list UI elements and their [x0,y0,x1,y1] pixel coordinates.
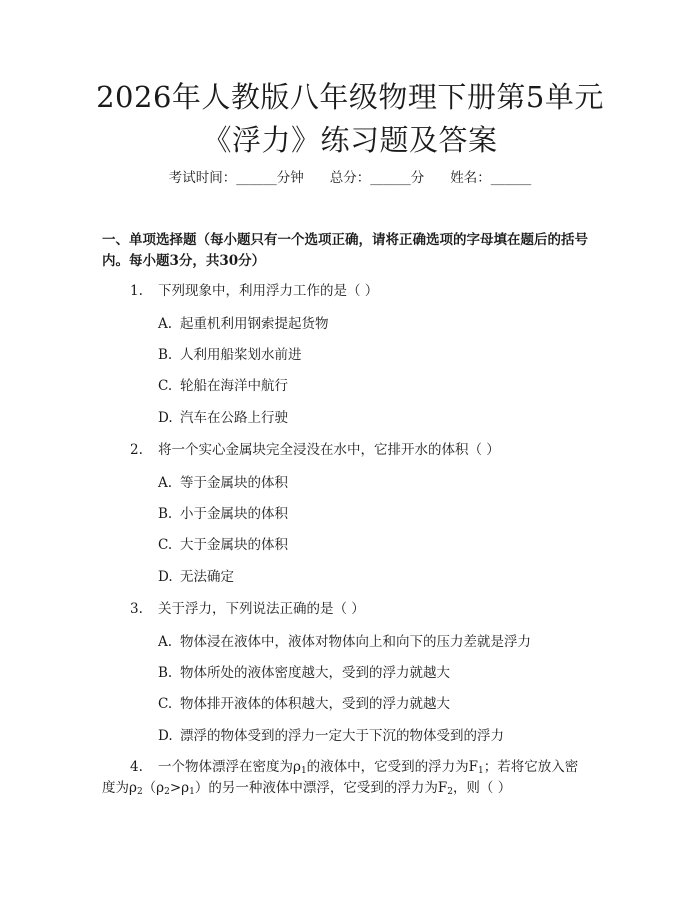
section-heading: 一、单项选择题（每小题只有一个选项正确，请将正确选项的字母填在题后的括号内。每小题3分，共30分） [102,232,588,269]
option-text: 无法确定 [180,569,234,585]
question-number: 2. [130,442,143,458]
question-text: ，则（ ） [452,780,512,796]
subscript: 1 [478,766,484,776]
option-text: 等于金属块的体积 [180,475,288,491]
option-text: 物体排开液体的体积越大，受到的浮力就越大 [180,696,450,712]
option-text: 物体所处的液体密度越大，受到的浮力就越大 [180,665,450,681]
option-letter: B. [158,506,173,522]
question-2 [130,440,500,460]
question-number: 3. [130,601,143,617]
option-letter: B. [158,665,173,681]
question-4 [102,757,602,799]
subscript: 2 [136,787,143,797]
subscript: 1 [189,787,195,797]
option-text: 小于金属块的体积 [180,506,288,522]
option-letter: B. [158,347,173,363]
option-text: 轮船在海洋中航行 [180,378,288,394]
question-4-line-1 [102,757,602,778]
option-3b [158,663,450,683]
subscript: 1 [300,766,307,776]
option-text: 汽车在公路上行驶 [180,410,288,426]
option-text: 人利用船桨划水前进 [180,347,302,363]
subscript: 2 [164,787,170,797]
question-number: 1. [130,283,143,299]
student-name-field: 姓名：______ [450,170,532,186]
question-text: >ρ [169,780,190,796]
subscript: 2 [447,787,453,797]
option-text: 大于金属块的体积 [180,537,288,553]
question-stem: 将一个实心金属块完全浸没在水中，它排开水的体积（ ） [158,442,500,458]
question-3 [130,599,365,619]
question-stem: 下列现象中，利用浮力工作的是（ ） [158,283,379,299]
option-1d [158,408,288,428]
option-letter: A. [158,634,173,650]
option-2d [158,567,234,587]
option-3a [158,632,531,652]
option-letter: A. [158,475,173,491]
option-text: 物体浸在液体中，液体对物体向上和向下的压力差就是浮力 [180,634,531,650]
option-1c [158,376,288,396]
option-letter: C. [158,537,173,553]
option-2a [158,473,288,493]
question-stem: 关于浮力，下列说法正确的是（ ） [158,601,365,617]
option-2b [158,504,288,524]
question-text: 的液体中，它受到的浮力为F [306,759,479,775]
option-1a [158,314,329,334]
option-text: 漂浮的物体受到的浮力一定大于下沉的物体受到的浮力 [180,728,504,744]
question-text: 一个物体漂浮在密度为ρ [158,759,301,775]
question-text: ；若将它放入密 [483,759,579,775]
option-letter: A. [158,316,173,332]
option-letter: D. [158,728,173,744]
option-1b [158,345,302,365]
question-text: 度为ρ [102,780,137,796]
option-letter: D. [158,410,173,426]
question-text: ）的另一种液体中漂浮，它受到的浮力为F [194,780,448,796]
total-score-field: 总分：______分 [329,170,425,186]
option-2c [158,535,288,555]
option-text: 起重机利用钢索提起货物 [180,316,329,332]
option-letter: D. [158,569,173,585]
question-number: 4. [130,759,143,775]
option-letter: C. [158,378,173,394]
document-title: 2026年人教版八年级物理下册第5单元《浮力》练习题及答案 [96,80,604,157]
question-4-line-2 [102,778,602,799]
question-text: （ρ [142,780,165,796]
exam-meta [0,168,700,188]
option-3d [158,726,504,746]
question-1 [130,281,378,301]
option-3c [158,694,450,714]
option-letter: C. [158,696,173,712]
exam-time-field: 考试时间：______分钟 [168,170,304,186]
